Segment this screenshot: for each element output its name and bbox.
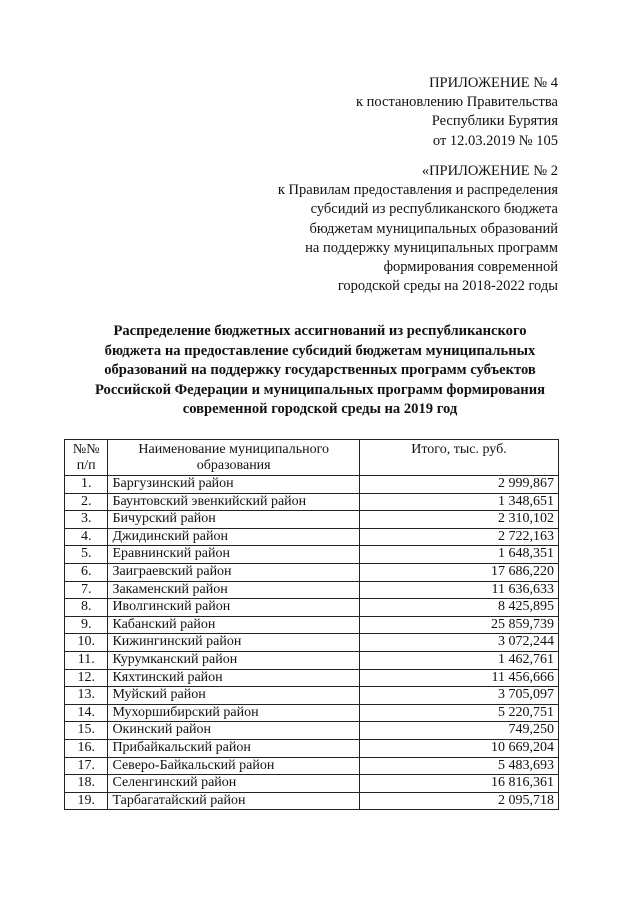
row-total: 11 636,633 (359, 581, 558, 599)
row-total: 25 859,739 (359, 616, 558, 634)
appendix-4-title: ПРИЛОЖЕНИЕ № 4 (429, 75, 558, 91)
appendix-2-line: субсидий из республиканского бюджета (310, 201, 558, 218)
row-number: 16. (65, 739, 108, 757)
table-row (65, 669, 559, 687)
header-number (65, 440, 108, 476)
document-title (60, 322, 580, 420)
row-number: 14. (65, 704, 108, 722)
appendix-2-line: к Правилам предоставления и распределения (277, 182, 558, 199)
row-number: 13. (65, 687, 108, 705)
row-total: 3 072,244 (359, 634, 558, 652)
row-number: 3. (65, 511, 108, 529)
document-title-line: Российской Федерации и муниципальных программ формирования (94, 381, 546, 398)
header-total: Итого, тыс. руб. (359, 440, 558, 476)
table-row (65, 493, 559, 511)
row-total: 8 425,895 (359, 599, 558, 617)
table-row (65, 476, 559, 494)
appendix-4-line: к постановлению Правительства (356, 94, 558, 111)
row-number: 5. (65, 546, 108, 564)
row-municipality: Заиграевский район (108, 563, 360, 581)
row-total: 2 310,102 (359, 511, 558, 529)
row-municipality: Мухоршибирский район (108, 704, 360, 722)
appendix-2-line: бюджетам муниципальных образований (309, 220, 558, 237)
row-number: 19. (65, 792, 108, 810)
row-total: 5 483,693 (359, 757, 558, 775)
row-total: 1 462,761 (359, 651, 558, 669)
appendix-2-line: городской среды на 2018-2022 годы (337, 278, 558, 295)
table-row (65, 581, 559, 599)
row-number: 11. (65, 651, 108, 669)
row-total: 749,250 (359, 722, 558, 740)
document-title-line: образований на поддержку государственных программ субъектов (104, 362, 536, 379)
row-municipality: Курумканский район (108, 651, 360, 669)
row-municipality: Джидинский район (108, 528, 360, 546)
row-number: 7. (65, 581, 108, 599)
appendix-2-line: на поддержку муниципальных программ (305, 239, 558, 256)
table-row (65, 651, 559, 669)
row-number: 18. (65, 775, 108, 793)
row-number: 10. (65, 634, 108, 652)
table-row (65, 511, 559, 529)
row-municipality: Северо-Байкальский район (108, 757, 360, 775)
document-title-line: Распределение бюджетных ассигнований из республиканского (113, 323, 527, 339)
appendix-2-header (278, 162, 558, 296)
table-row (65, 739, 559, 757)
table-row (65, 722, 559, 740)
document-title-line: современной городской среды на 2019 год (182, 401, 458, 418)
table-row (65, 616, 559, 634)
row-total: 17 686,220 (359, 563, 558, 581)
row-total: 10 669,204 (359, 739, 558, 757)
table-row (65, 687, 559, 705)
row-municipality: Муйский район (108, 687, 360, 705)
row-total: 11 456,666 (359, 669, 558, 687)
row-municipality: Еравнинский район (108, 546, 360, 564)
row-municipality: Прибайкальский район (108, 739, 360, 757)
row-total: 3 705,097 (359, 687, 558, 705)
row-municipality: Тарбагатайский район (108, 792, 360, 810)
appendix-4-date: от 12.03.2019 № 105 (432, 132, 558, 149)
document-title-line: бюджета на предоставление субсидий бюджетам муниципальных (104, 342, 536, 359)
row-number: 12. (65, 669, 108, 687)
row-total: 2 095,718 (359, 792, 558, 810)
table-row (65, 704, 559, 722)
table-row (65, 792, 559, 810)
row-number: 1. (65, 476, 108, 494)
row-municipality: Бичурский район (108, 511, 360, 529)
row-total: 1 348,651 (359, 493, 558, 511)
table-row (65, 599, 559, 617)
table-row (65, 757, 559, 775)
row-municipality: Кяхтинский район (108, 669, 360, 687)
header-municipality-name (108, 440, 360, 476)
budget-allocation-table (64, 439, 559, 810)
row-municipality: Окинский район (108, 722, 360, 740)
table-row (65, 634, 559, 652)
row-municipality: Кижингинский район (108, 634, 360, 652)
row-number: 17. (65, 757, 108, 775)
row-total: 1 648,351 (359, 546, 558, 564)
row-municipality: Кабанский район (108, 616, 360, 634)
header-name-line: образования (196, 457, 271, 473)
row-number: 8. (65, 599, 108, 617)
row-municipality: Баргузинский район (108, 476, 360, 494)
row-total: 16 816,361 (359, 775, 558, 793)
appendix-4-line: Республики Бурятия (431, 113, 558, 130)
row-number: 2. (65, 493, 108, 511)
row-number: 9. (65, 616, 108, 634)
row-total: 2 722,163 (359, 528, 558, 546)
row-municipality: Селенгинский район (108, 775, 360, 793)
row-total: 5 220,751 (359, 704, 558, 722)
appendix-4-header (356, 74, 558, 151)
table-row (65, 546, 559, 564)
appendix-2-title: «ПРИЛОЖЕНИЕ № 2 (421, 163, 558, 179)
appendix-2-line: формирования современной (383, 259, 558, 276)
table-row (65, 528, 559, 546)
header-name-line: Наименование муниципального (138, 442, 330, 457)
row-municipality: Закаменский район (108, 581, 360, 599)
table-row (65, 775, 559, 793)
row-number: 4. (65, 528, 108, 546)
header-number-line: п/п (76, 457, 96, 473)
header-number-line: №№ (72, 442, 100, 457)
row-municipality: Баунтовский эвенкийский район (108, 493, 360, 511)
table-row (65, 563, 559, 581)
row-number: 6. (65, 563, 108, 581)
row-number: 15. (65, 722, 108, 740)
row-total: 2 999,867 (359, 476, 558, 494)
row-municipality: Иволгинский район (108, 599, 360, 617)
table-header-row (65, 440, 559, 476)
